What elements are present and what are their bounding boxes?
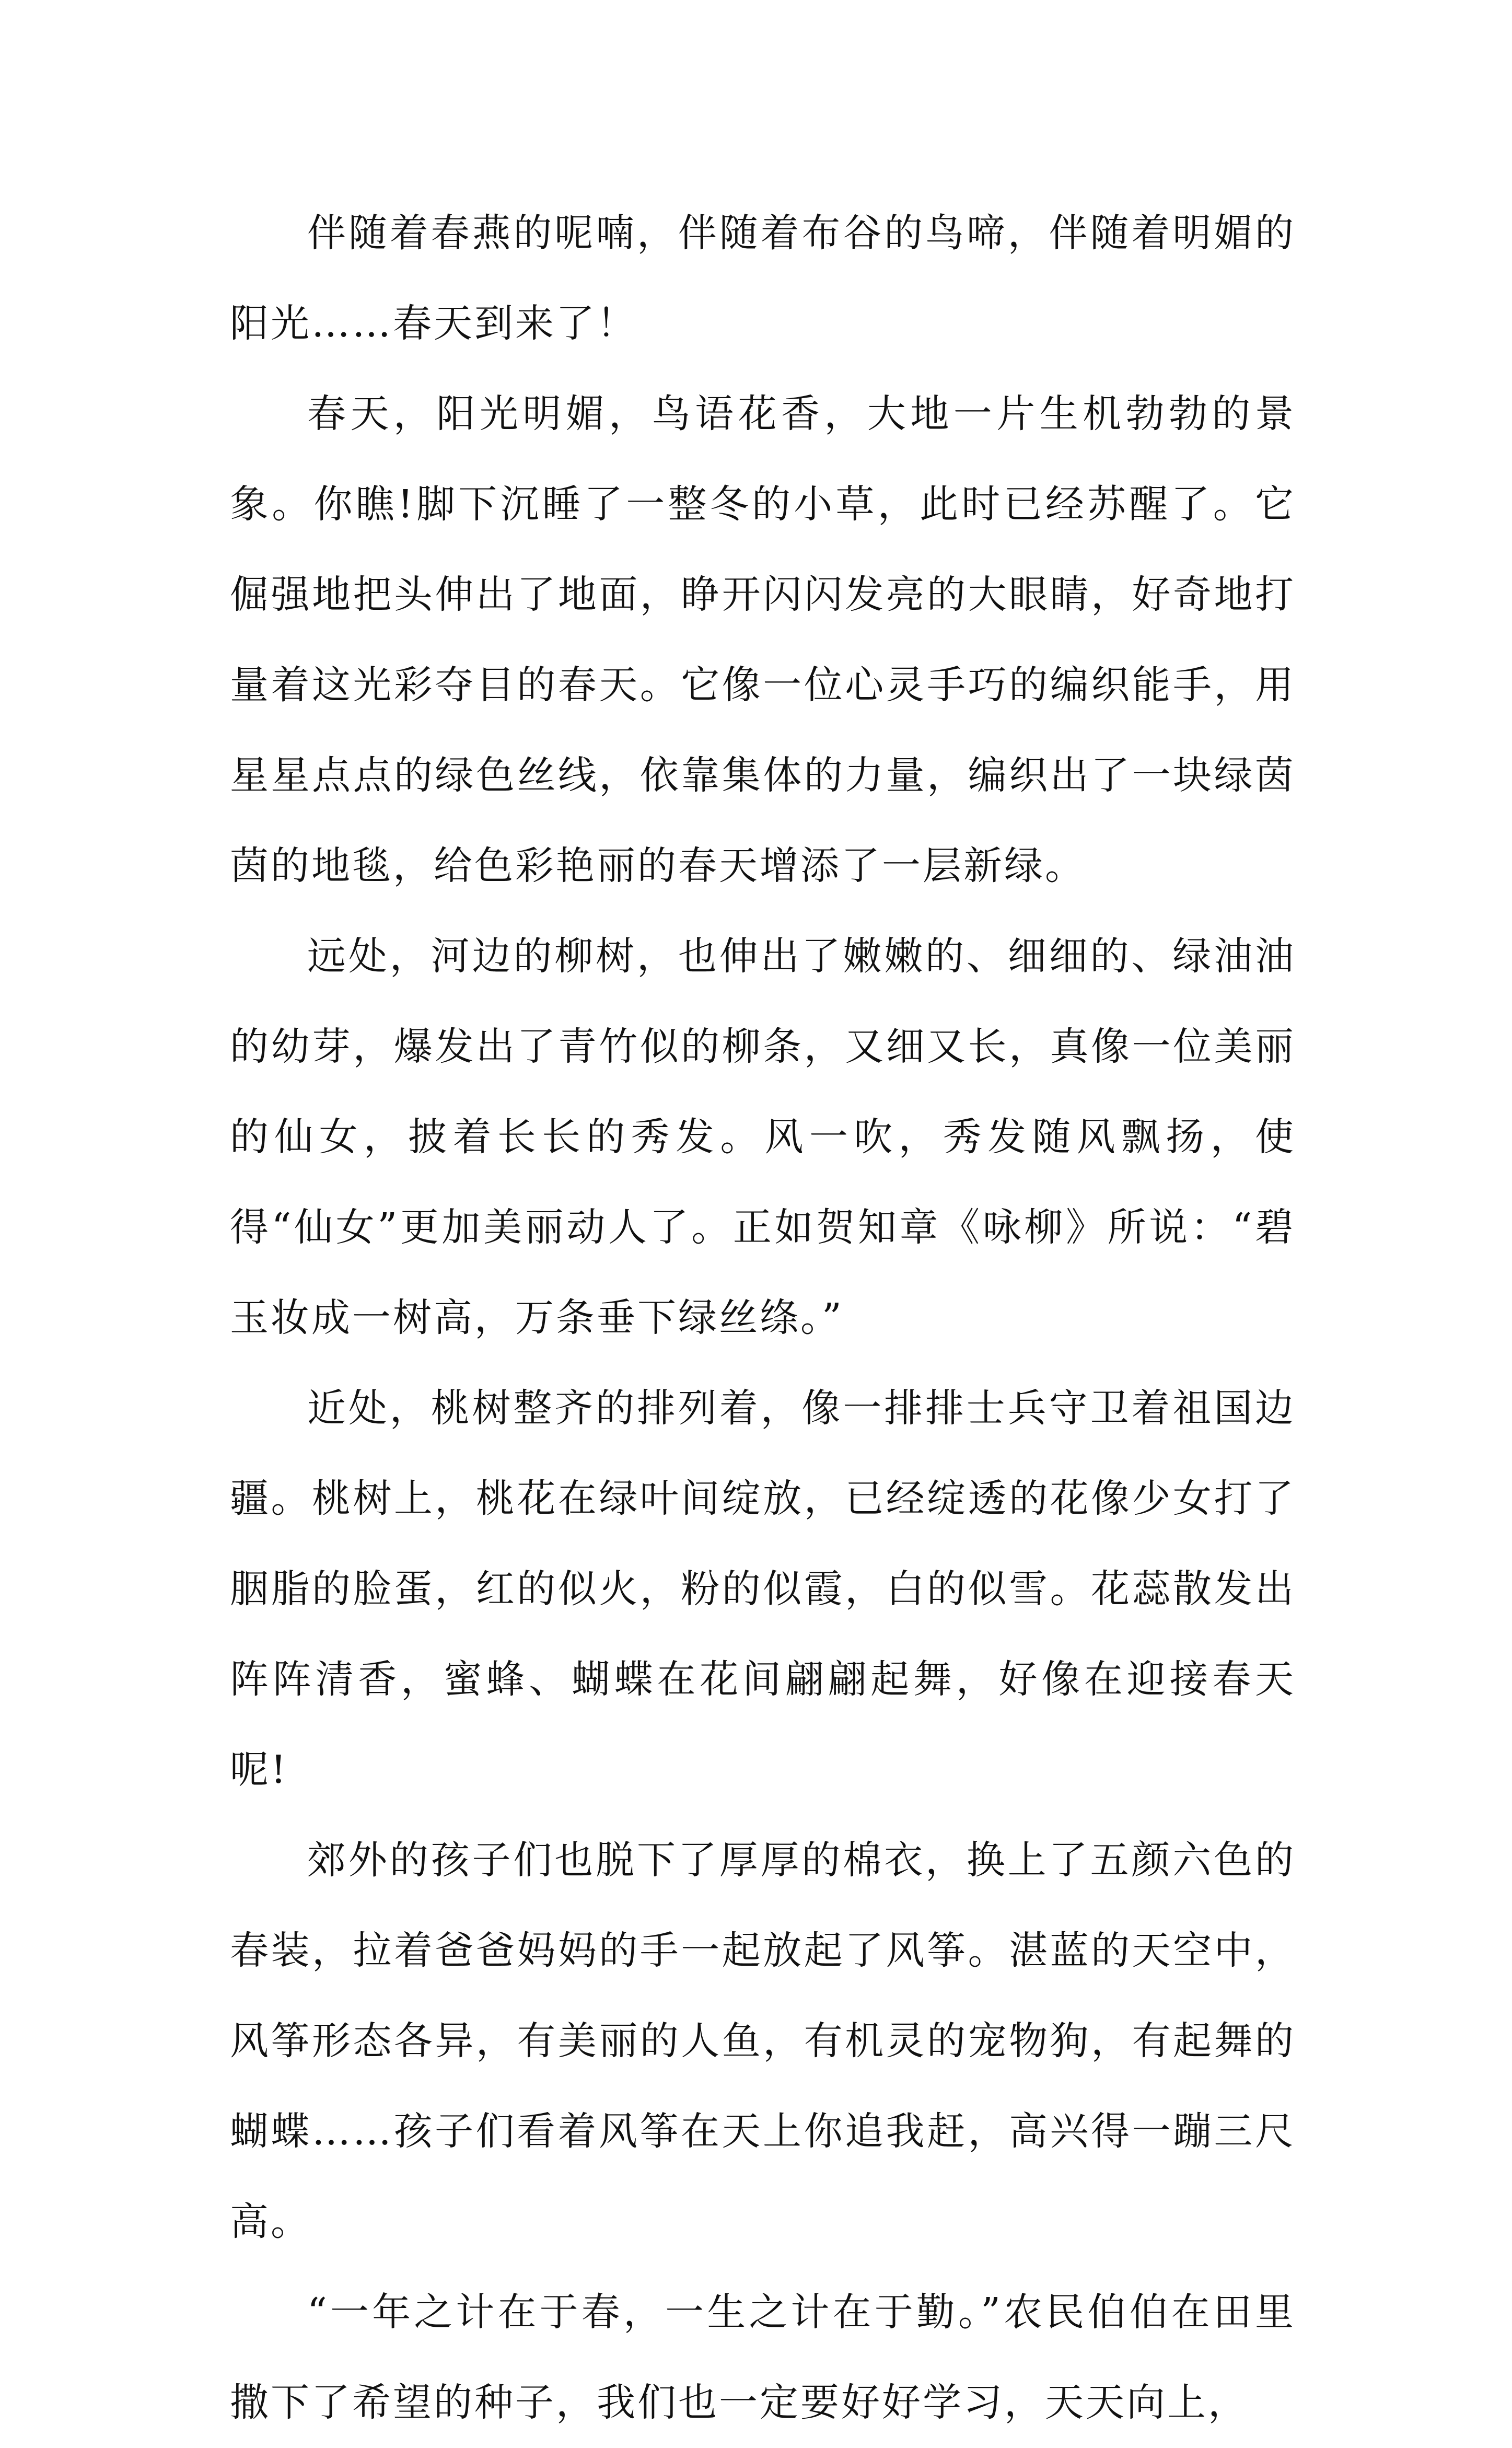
paragraph-4: 近处，桃树整齐的排列着，像一排排士兵守卫着祖国边疆。桃树上，桃花在绿叶间绽放，已经绽透的花像少女打了胭脂的脸蛋，红的似火，粉的似霞，白的似雪。花蕊散发出阵阵清香，蜜蜂、蝴蝶在花间翩翩起舞，好像在迎接春天呢! <box>230 1386 1296 1792</box>
paragraph-2: 春天，阳光明媚，鸟语花香，大地一片生机勃勃的景象。你瞧!脚下沉睡了一整冬的小草，此时已经苏醒了。它倔强地把头伸出了地面，睁开闪闪发亮的大眼睛，好奇地打量着这光彩夺目的春天。它像一位心灵手巧的编织能手，用星星点点的绿色丝线，依靠集体的力量，编织出了一块绿茵茵的地毯，给色彩艳丽的春天增添了一层新绿。 <box>230 391 1296 888</box>
paragraph-1: 伴随着春燕的呢喃，伴随着布谷的鸟啼，伴随着明媚的阳光……春天到来了！ <box>230 211 1296 346</box>
paragraph-3: 远处，河边的柳树，也伸出了嫩嫩的、细细的、绿油油的幼芽，爆发出了青竹似的柳条，又细又长，真像一位美丽的仙女，披着长长的秀发。风一吹，秀发随风飘扬，使得“仙女”更加美丽动人了。正如贺知章《咏柳》所说：“碧玉妆成一树高，万条垂下绿丝绦。” <box>230 934 1296 1340</box>
document-body <box>230 188 1296 2448</box>
paragraph-6: “一年之计在于春，一生之计在于勤。”农民伯伯在田里撒下了希望的种子，我们也一定要好好学习，天天向上， <box>230 2290 1296 2425</box>
paragraph-5: 郊外的孩子们也脱下了厚厚的棉衣，换上了五颜六色的春装，拉着爸爸妈妈的手一起放起了风筝。湛蓝的天空中，风筝形态各异，有美丽的人鱼，有机灵的宠物狗，有起舞的蝴蝶……孩子们看着风筝在天上你追我赶，高兴得一蹦三尺高。 <box>230 1838 1296 2244</box>
